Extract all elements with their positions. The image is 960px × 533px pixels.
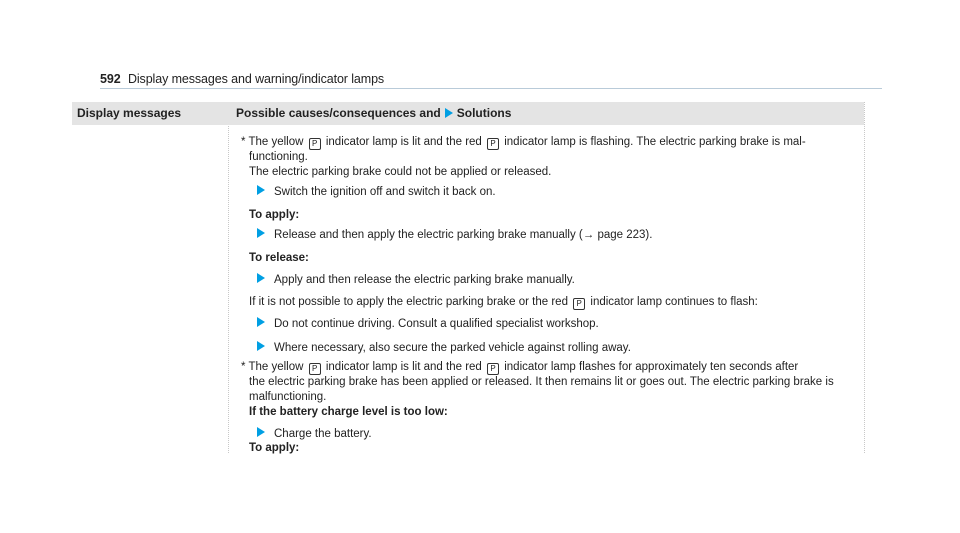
parking-brake-indicator-icon: P — [309, 363, 321, 375]
instruction-step: Where necessary, also secure the parked vehicle against rolling away. — [257, 341, 631, 356]
display-messages-heading: Display messages — [72, 102, 228, 125]
parking-brake-indicator-icon: P — [573, 298, 585, 310]
causes-solutions-column — [228, 102, 865, 453]
parking-brake-indicator-icon: P — [487, 363, 499, 375]
body-line: the electric parking brake has been applied or released. It then remains lit or goes out. The electric parking brake is — [249, 376, 834, 388]
subheading: To release: — [249, 252, 309, 264]
subheading: To apply: — [249, 209, 300, 221]
body-line: The electric parking brake could not be applied or released. — [249, 166, 552, 178]
parking-brake-indicator-icon: P — [309, 138, 321, 150]
page-number: 592 — [100, 72, 121, 86]
body-line: * The yellow P indicator lamp is lit and the red P indicator lamp flashes for approximately ten seconds after — [241, 361, 799, 373]
instruction-step: Switch the ignition off and switch it back on. — [257, 185, 496, 200]
instruction-arrow-icon — [257, 185, 265, 195]
instruction-arrow-icon — [257, 317, 265, 327]
body-line: * The yellow P indicator lamp is lit and the red P indicator lamp is flashing. The electric parking brake is mal- — [241, 136, 806, 148]
subheading: To apply: — [249, 442, 300, 454]
instruction-step: Charge the battery. — [257, 427, 372, 442]
instruction-step: Apply and then release the electric parking brake manually. — [257, 273, 575, 288]
subheading: If the battery charge level is too low: — [249, 406, 448, 418]
parking-brake-indicator-icon: P — [487, 138, 499, 150]
body-line: If it is not possible to apply the electric parking brake or the red P indicator lamp continues to flash: — [249, 296, 758, 308]
body-line: functioning. — [249, 151, 308, 163]
solutions-arrow-icon — [445, 108, 453, 118]
page-section-title: Display messages and warning/indicator lamps — [127, 72, 385, 86]
body-line: malfunctioning. — [249, 391, 327, 403]
instruction-arrow-icon — [257, 341, 265, 351]
page-header — [100, 72, 384, 86]
instruction-arrow-icon — [257, 427, 265, 437]
instruction-arrow-icon — [257, 228, 265, 238]
instruction-arrow-icon — [257, 273, 265, 283]
causes-solutions-heading: Possible causes/consequences and Solutions — [228, 102, 864, 125]
header-divider — [100, 88, 882, 89]
display-messages-column — [72, 102, 229, 453]
instruction-step: Do not continue driving. Consult a qualified specialist workshop. — [257, 317, 599, 332]
messages-table — [72, 102, 865, 453]
instruction-step: Release and then apply the electric parking brake manually (→ page 223). — [257, 228, 652, 243]
